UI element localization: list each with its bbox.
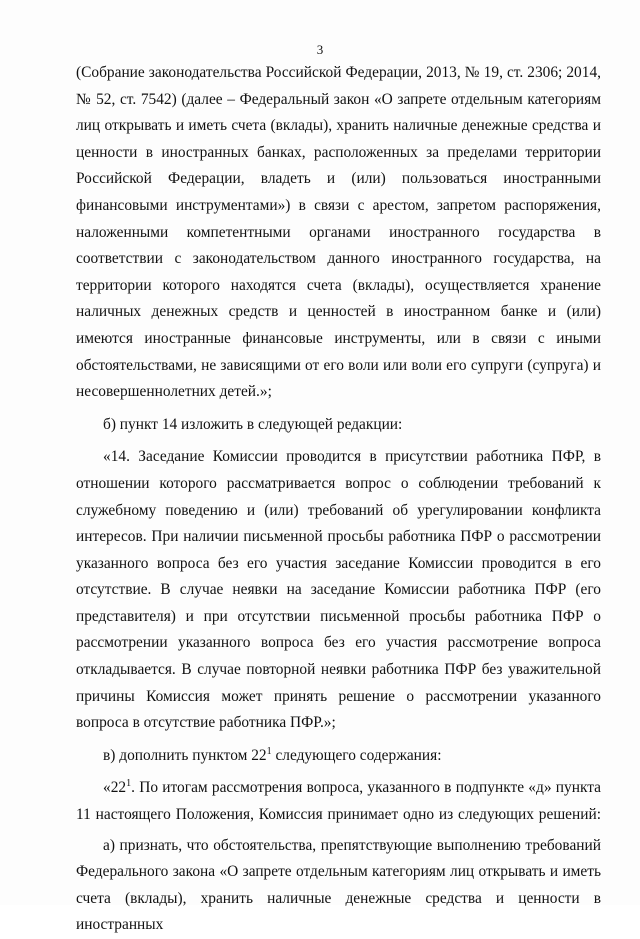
paragraph-item-v xyxy=(76,743,601,770)
paragraph-point-14: «14. Заседание Комиссии проводится в присутствии работника ПФР, в отношении которого рассматривается вопрос о соблюдении требований к служебному поведению и (или) требований об урегулировании конфликта интересов. При наличии письменной просьбы работника ПФР о рассмотрении указанного вопроса без его участия заседание Комиссии проводится в его отсутствие. В случае неявки на заседание Комиссии работника ПФР (его представителя) и при отсутствии письменной просьбы работника ПФР о рассмотрении указанного вопроса без его участия рассмотрение вопроса откладывается. В случае повторной неявки работника ПФР без уважительной причины Комиссия может принять решение о рассмотрении указанного вопроса в отсутствие работника ПФР.»; xyxy=(76,448,601,732)
document-body xyxy=(76,60,601,939)
paragraph-item-b: б) пункт 14 изложить в следующей редакции: xyxy=(103,415,403,433)
paragraph-item-v-text-after: следующего содержания: xyxy=(271,746,442,764)
page-number: 3 xyxy=(316,42,324,57)
superscript: 1 xyxy=(266,745,272,757)
paragraph-continuation: (Собрание законодательства Российской Федерации, 2013, № 19, ст. 2306; 2014, № 52, ст. 7542) (далее – Федеральный закон «О запрете отдельным категориям лиц открывать и иметь счета (вклады), хранить наличные денежные средства и ценности в иностранных банках, расположенных за пределами территории Российской Федерации, владеть и (или) пользоваться иностранными финансовыми инструментами») в связи с арестом, запретом распоряжения, наложенными компетентными органами иностранного государства в соответствии с законодательством данного иностранного государства, на территории которого находятся счета (вклады), осуществляется хранение наличных денежных средств и ценностей в иностранном банке и (или) имеются иностранные финансовые инструменты, или в связи с иными обстоятельствами, не зависящими от его воли или воли его супруги (супруга) и несовершеннолетних детей.»; xyxy=(76,64,601,401)
paragraph-point-22-1-text: «22 xyxy=(103,779,127,797)
paragraph-item-v-text: в) дополнить пунктом 22 xyxy=(103,746,267,764)
paragraph-point-22-1-text-after: . По итогам рассмотрения вопроса, указанного в подпункте «д» пункта 11 настоящего Положения, Комиссия принимает одно из следующих решений: xyxy=(76,779,601,824)
superscript: 1 xyxy=(126,778,132,790)
paragraph-subitem-a: а) признать, что обстоятельства, препятствующие выполнению требований Федерального закона «О запрете отдельным категориям лиц открывать и иметь счета (вклады), хранить наличные денежные средства и ценности в иностранных xyxy=(76,836,601,934)
paragraph-point-22-1 xyxy=(76,775,601,828)
